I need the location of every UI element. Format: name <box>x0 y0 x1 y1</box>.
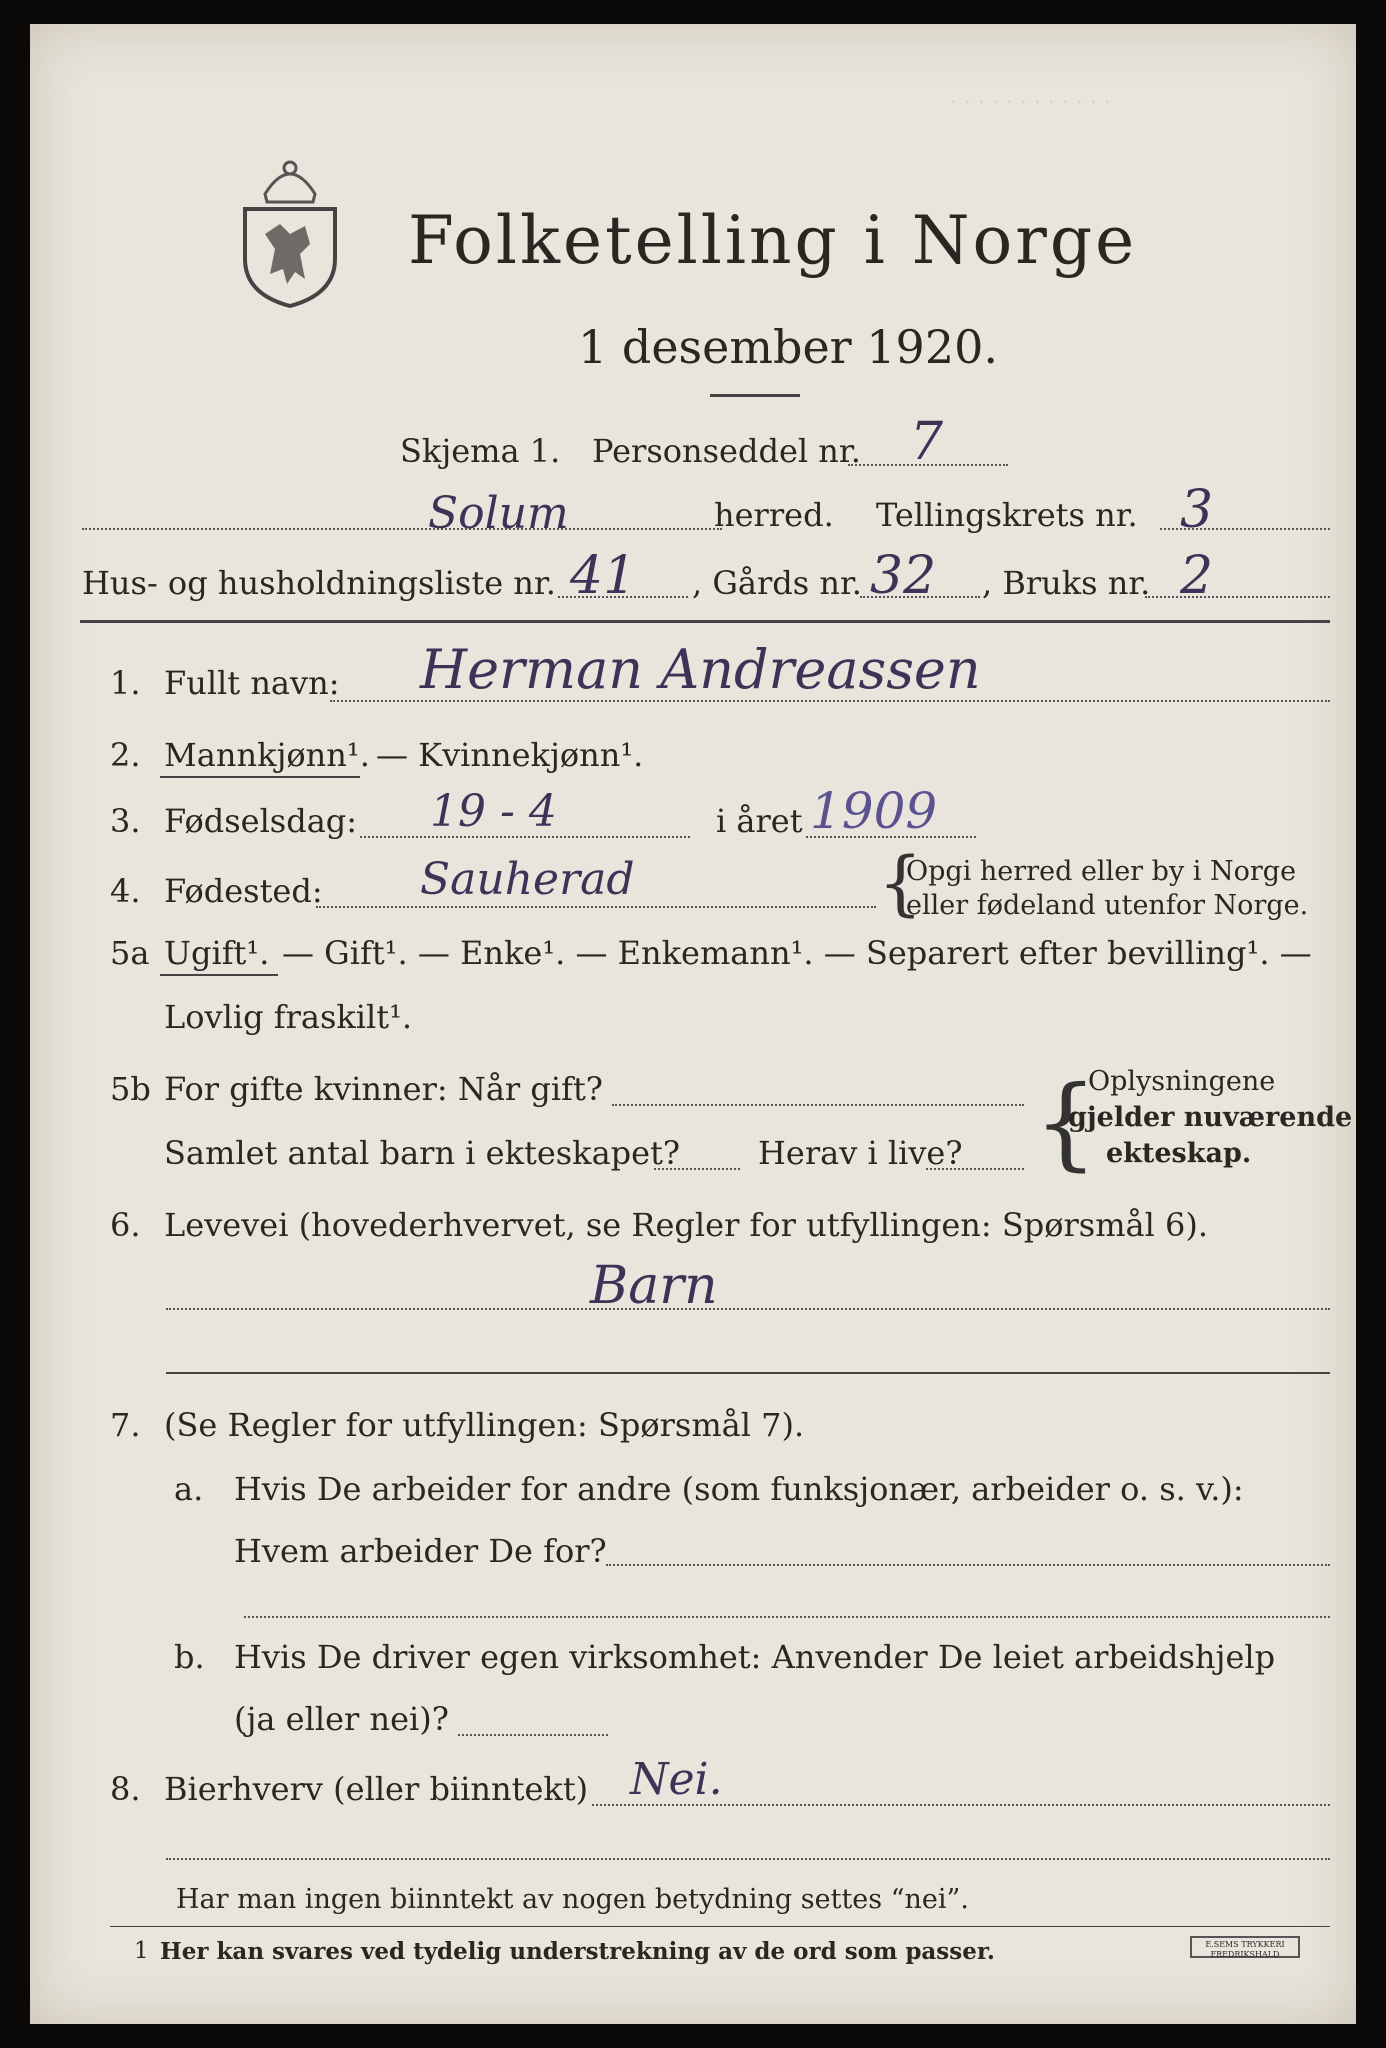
q7a-line-2 <box>244 1616 1330 1618</box>
title-underline <box>710 394 800 397</box>
skjema-label: Skjema 1. <box>400 432 561 470</box>
q6-value: Barn <box>590 1256 718 1316</box>
q6-label: Levevei (hovederhvervet, se Regler for utfyllingen: Spørsmål 6). <box>164 1206 1209 1244</box>
personseddel-value: 7 <box>910 412 944 472</box>
q7b-line <box>458 1734 608 1736</box>
bruks-label: , Bruks nr. <box>982 564 1151 602</box>
q2-rest: — Kvinnekjønn¹. <box>376 736 644 774</box>
q5a-rest: — Gift¹. — Enke¹. — Enkemann¹. — Separert efter bevilling¹. — <box>282 934 1312 972</box>
q5a-ugift: Ugift¹. <box>164 934 270 972</box>
q5a-number: 5a <box>110 934 150 972</box>
q7-number: 7. <box>110 1406 141 1444</box>
q7a-line-1 <box>606 1564 1330 1566</box>
q7a-letter: a. <box>174 1470 204 1508</box>
coat-of-arms-icon <box>235 154 345 309</box>
q2-male: Mannkjønn¹. <box>164 736 370 774</box>
q5b-barn-line <box>654 1168 740 1170</box>
q4-number: 4. <box>110 872 141 910</box>
herred-value: Solum <box>428 488 569 539</box>
census-form <box>30 24 1356 2024</box>
q7b-letter: b. <box>174 1638 205 1676</box>
gards-label: , Gårds nr. <box>692 564 862 602</box>
printer-stamp: E.SEMS TRYKKERI FREDRIKSHALD <box>1190 1936 1300 1958</box>
q6-number: 6. <box>110 1206 141 1244</box>
q4-line <box>316 906 876 908</box>
tellingskrets-value: 3 <box>1180 480 1214 540</box>
q5b-brace: { <box>1034 1064 1098 1181</box>
q7b-question: (ja eller nei)? <box>234 1700 449 1738</box>
q5b-line-1: For gifte kvinner: Når gift? <box>164 1070 603 1108</box>
q3-year-label: i året <box>716 802 803 840</box>
biinntekt-note: Har man ingen biinntekt av nogen betydning settes “nei”. <box>176 1884 969 1915</box>
q7b-text: Hvis De driver egen virksomhet: Anvender De leiet arbeidshjelp <box>234 1638 1276 1676</box>
q8-label: Bierhverv (eller biinntekt) <box>164 1770 589 1808</box>
footnote-text: Her kan svares ved tydelig understrekning av de ord som passer. <box>160 1938 995 1965</box>
gards-value: 32 <box>870 546 937 606</box>
q5b-line-2a: Samlet antal barn i ekteskapet? <box>164 1134 681 1172</box>
census-date: 1 desember 1920. <box>578 320 998 374</box>
q5a-line-2: Lovlig fraskilt¹. <box>164 998 413 1036</box>
q8-number: 8. <box>110 1770 141 1808</box>
q3-value: 19 - 4 <box>430 786 557 837</box>
q5b-line-2b: Herav i live? <box>758 1134 963 1172</box>
q5a-underline <box>160 974 278 976</box>
herred-line <box>82 528 722 530</box>
q5b-note-3: ekteskap. <box>1106 1138 1252 1169</box>
q1-number: 1. <box>110 664 141 702</box>
bruks-value: 2 <box>1180 546 1214 606</box>
q5b-live-line <box>926 1168 1024 1170</box>
q4-label: Fødested: <box>164 872 323 910</box>
husliste-label: Hus- og husholdningsliste nr. <box>82 564 556 602</box>
herred-label: herred. <box>714 496 834 534</box>
q4-brace: { <box>878 842 923 924</box>
q5b-note-2: gjelder nuværende <box>1068 1102 1353 1133</box>
q5b-note-1: Oplysningene <box>1088 1066 1276 1097</box>
personseddel-label: Personseddel nr. <box>592 432 861 470</box>
q6-line-1 <box>166 1308 1330 1310</box>
header-divider <box>80 620 1330 623</box>
q4-note-1: Opgi herred eller by i Norge <box>906 856 1297 887</box>
bruks-line <box>1145 596 1330 598</box>
tellingskrets-label: Tellingskrets nr. <box>876 496 1138 534</box>
q4-value: Sauherad <box>420 854 635 905</box>
footnote-divider <box>110 1926 1330 1927</box>
q6-line-2 <box>166 1372 1330 1374</box>
form-title: Folketelling i Norge <box>408 202 1138 279</box>
q7-label: (Se Regler for utfyllingen: Spørsmål 7). <box>164 1406 805 1444</box>
q5b-gift-line <box>612 1104 1024 1106</box>
q1-value: Herman Andreassen <box>420 638 981 701</box>
husliste-value: 41 <box>570 546 637 606</box>
q2-number: 2. <box>110 736 141 774</box>
footnote-number: 1 <box>134 1938 149 1964</box>
q5b-number: 5b <box>110 1070 151 1108</box>
q2-underline <box>160 776 360 778</box>
show-through-text: . . . . . . . . . . . . <box>950 84 1111 109</box>
q1-label: Fullt navn: <box>164 664 340 702</box>
q3-year-value: 1909 <box>810 782 938 840</box>
q7a-question: Hvem arbeider De for? <box>234 1532 607 1570</box>
q8-value: Nei. <box>630 1754 723 1805</box>
q3-number: 3. <box>110 802 141 840</box>
q3-label: Fødselsdag: <box>164 802 358 840</box>
q4-note-2: eller fødeland utenfor Norge. <box>906 890 1309 921</box>
q7a-text: Hvis De arbeider for andre (som funksjonær, arbeider o. s. v.): <box>234 1470 1244 1508</box>
q8-line-2 <box>166 1858 1330 1860</box>
